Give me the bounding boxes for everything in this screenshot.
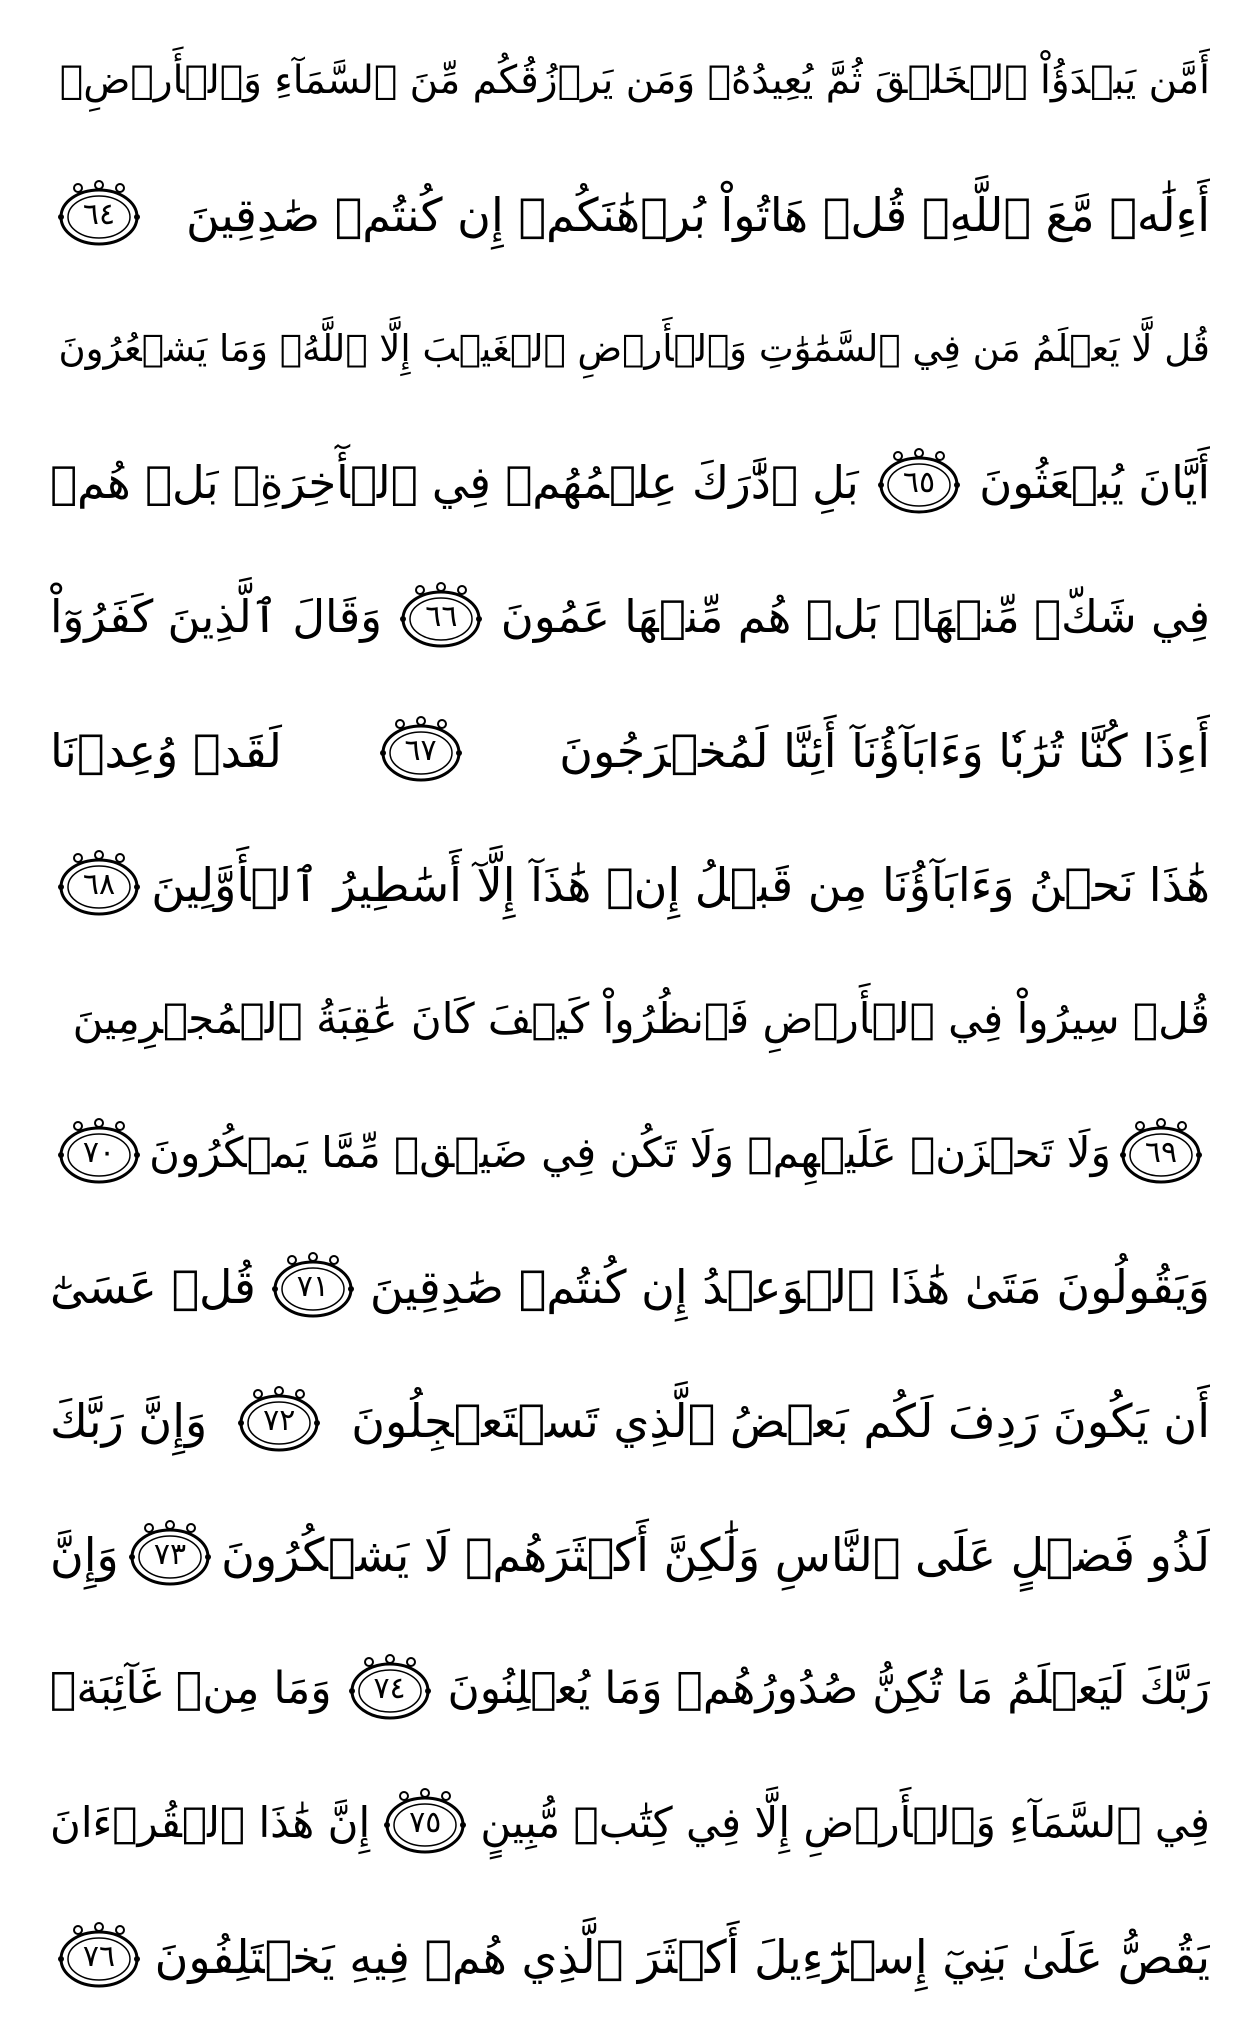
- verse-text: يَقُصُّ عَلَىٰ بَنِيٓ إِسۡرَٰٓءِيلَ أَكۡثَرَ ٱلَّذِي هُمۡ فِيهِ يَخۡتَلِفُونَ: [154, 1930, 1210, 1984]
- verse-line: [50, 1890, 1210, 2024]
- verse-text: أَءِلَٰهٞ مَّعَ ٱللَّهِۚ قُلۡ هَاتُواْ بُرۡهَٰنَكُمۡ إِن كُنتُمۡ صَٰدِقِينَ: [185, 188, 1210, 242]
- verse-text: وَيَقُولُونَ مَتَىٰ هَٰذَا ٱلۡوَعۡدُ إِن كُنتُمۡ صَٰدِقِينَ: [369, 1260, 1210, 1314]
- verse-line: [50, 1086, 1210, 1220]
- verse-text: لَقَدۡ وُعِدۡنَا: [50, 724, 282, 778]
- verse-text: وَلَا تَحۡزَنۡ عَلَيۡهِمۡ وَلَا تَكُن فِي ضَيۡقٖ مِّمَّا يَمۡكُرُونَ: [149, 1128, 1111, 1177]
- ayah-number-marker: [236, 1385, 322, 1457]
- verse-text: قُلۡ عَسَىٰٓ: [50, 1260, 256, 1314]
- ayah-number: ٦٨: [82, 867, 116, 902]
- verse-text: قُلۡ سِيرُواْ فِي ٱلۡأَرۡضِ فَٱنظُرُواْ كَيۡفَ كَانَ عَٰقِبَةُ ٱلۡمُجۡرِمِينَ: [72, 994, 1210, 1043]
- verse-text: إِنَّ هَٰذَا ٱلۡقُرۡءَانَ: [50, 1798, 371, 1847]
- verse-text: أَيَّانَ يُبۡعَثُونَ: [979, 456, 1210, 509]
- ayah-number: ٧٢: [263, 1403, 296, 1438]
- verse-line: [50, 1354, 1210, 1488]
- verse-lines: [50, 14, 1210, 2024]
- ayah-number-marker: [876, 447, 962, 519]
- verse-line: [50, 1220, 1210, 1354]
- verse-text: وَإِنَّ: [50, 1528, 119, 1582]
- ayah-number-marker: [56, 1921, 142, 1993]
- ayah-number: ٧٣: [153, 1537, 187, 1572]
- ayah-number-marker: [56, 179, 142, 251]
- verse-line: [50, 282, 1210, 416]
- verse-text: أَن يَكُونَ رَدِفَ لَكُم بَعۡضُ ٱلَّذِي تَسۡتَعۡجِلُونَ: [351, 1394, 1210, 1448]
- verse-line: [50, 1756, 1210, 1890]
- verse-text: فِي شَكّٖ مِّنۡهَاۖ بَلۡ هُم مِّنۡهَا عَمُونَ: [500, 590, 1210, 643]
- ayah-number-marker: [127, 1519, 213, 1591]
- ayah-number: ٦٤: [82, 197, 116, 232]
- verse-text: وَمَا مِنۡ غَآئِبَةٖ: [50, 1663, 332, 1714]
- ayah-number-marker: [382, 1787, 468, 1859]
- verse-line: [50, 684, 1210, 818]
- ayah-number: ٦٦: [425, 599, 458, 634]
- verse-text: قُل لَّا يَعۡلَمُ مَن فِي ٱلسَّمَٰوَٰتِ وَٱلۡأَرۡضِ ٱلۡغَيۡبَ إِلَّا ٱللَّهُۚ وَمَا يَشۡعُرُونَ: [58, 327, 1210, 370]
- ayah-number: ٧٠: [82, 1135, 116, 1170]
- ayah-number-marker: [1118, 1117, 1204, 1189]
- ayah-number: ٧١: [296, 1269, 330, 1304]
- verse-text: أَءِذَا كُنَّا تُرَٰبٗا وَءَابَآؤُنَآ أَئِنَّا لَمُخۡرَجُونَ: [559, 724, 1210, 778]
- verse-line: [50, 550, 1210, 684]
- ayah-number-marker: [56, 1117, 142, 1189]
- ayah-number: ٦٩: [1144, 1135, 1178, 1170]
- verse-line: [50, 148, 1210, 282]
- verse-line: [50, 14, 1210, 148]
- verse-line: [50, 1622, 1210, 1756]
- verse-line: [50, 818, 1210, 952]
- verse-text: أَمَّن يَبۡدَؤُاْ ٱلۡخَلۡقَ ثُمَّ يُعِيدُهُۥ وَمَن يَرۡزُقُكُم مِّنَ ٱلسَّمَآءِ وَٱلۡأَرۡضِۗ: [59, 58, 1210, 103]
- verse-line: [50, 416, 1210, 550]
- verse-line: [50, 952, 1210, 1086]
- verse-text: بَلِ ٱدَّٰرَكَ عِلۡمُهُمۡ فِي ٱلۡأٓخِرَةِۚ بَلۡ هُمۡ: [50, 456, 859, 509]
- ayah-number: ٧٥: [409, 1805, 442, 1840]
- verse-text: لَذُو فَضۡلٍ عَلَى ٱلنَّاسِ وَلَٰكِنَّ أَكۡثَرَهُمۡ لَا يَشۡكُرُونَ: [221, 1528, 1210, 1582]
- ayah-number-marker: [347, 1653, 433, 1725]
- ayah-number: ٦٥: [902, 465, 936, 500]
- ayah-number: ٦٧: [404, 733, 437, 768]
- verse-text: هَٰذَا نَحۡنُ وَءَابَآؤُنَا مِن قَبۡلُ إِنۡ هَٰذَآ إِلَّآ أَسَٰطِيرُ ٱلۡأَوَّلِينَ: [151, 858, 1210, 912]
- ayah-number-marker: [270, 1251, 356, 1323]
- verse-line: [50, 1488, 1210, 1622]
- verse-text: فِي ٱلسَّمَآءِ وَٱلۡأَرۡضِ إِلَّا فِي كِتَٰبٖ مُّبِينٍ: [480, 1798, 1210, 1847]
- ayah-number: ٧٦: [82, 1939, 116, 1974]
- ayah-number: ٧٤: [373, 1671, 406, 1706]
- ayah-number-marker: [378, 715, 464, 787]
- verse-text: وَإِنَّ رَبَّكَ: [50, 1394, 208, 1448]
- verse-text: رَبَّكَ لَيَعۡلَمُ مَا تُكِنُّ صُدُورُهُمۡ وَمَا يُعۡلِنُونَ: [447, 1663, 1210, 1714]
- ayah-number-marker: [56, 849, 142, 921]
- ayah-number-marker: [398, 581, 484, 653]
- verse-text: وَقَالَ ٱلَّذِينَ كَفَرُوٓاْ: [50, 590, 382, 643]
